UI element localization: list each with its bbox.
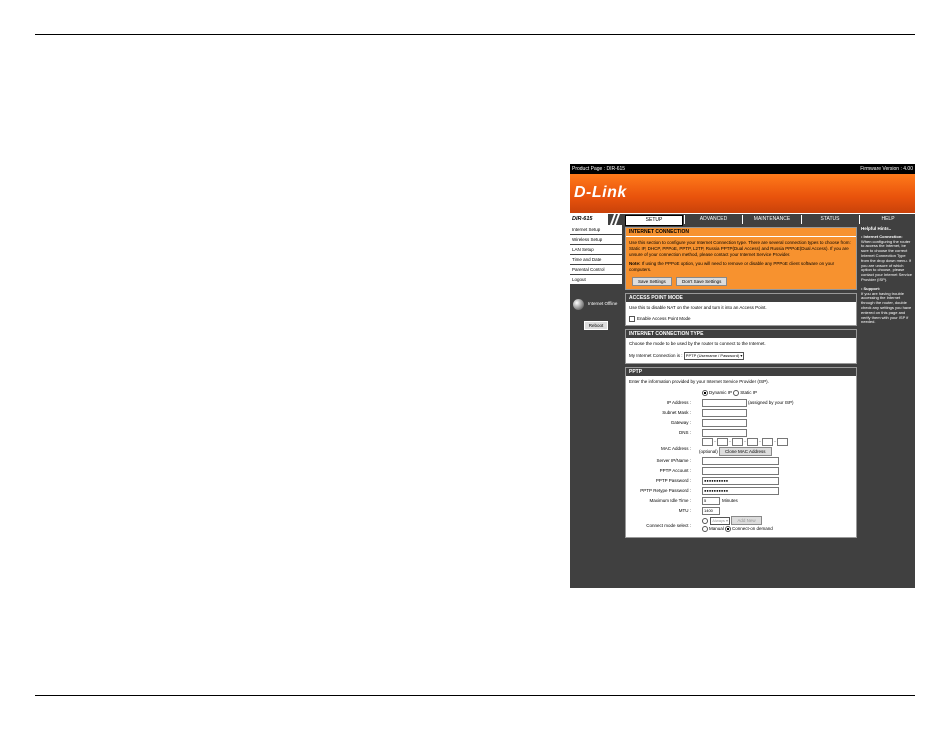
dns-label: DNS : <box>678 430 691 436</box>
static-ip-label: Static IP <box>740 390 757 396</box>
tab-maintenance[interactable]: MAINTENANCE <box>742 215 801 224</box>
firmware-version: Firmware Version : 4.00 <box>860 166 913 172</box>
section-title: INTERNET CONNECTION <box>626 228 856 237</box>
sidebar <box>570 225 622 588</box>
mac-octet-input[interactable] <box>732 438 743 446</box>
pptp-retype-input[interactable]: ●●●●●●●●●● <box>702 487 779 495</box>
manual-radio[interactable] <box>702 526 708 532</box>
model-badge <box>570 214 608 225</box>
ip-address-label: IP Address : <box>666 400 691 406</box>
checkbox-label: Enable Access Point Mode <box>637 316 691 322</box>
schedule-value: Always <box>712 518 725 523</box>
static-ip-radio[interactable] <box>733 390 739 396</box>
mac-octet-input[interactable] <box>777 438 788 446</box>
schedule-select[interactable]: Always ▾ <box>712 518 729 523</box>
sidebar-item-parental-control[interactable]: Parental Control <box>570 265 622 275</box>
server-ip-label: Server IP/Name : <box>656 458 691 464</box>
sidebar-item-lan-setup[interactable]: LAN Setup <box>570 245 622 255</box>
manual-label: Manual <box>709 526 724 532</box>
globe-icon <box>573 299 584 310</box>
sidebar-item-internet-setup[interactable]: Internet Setup <box>570 225 622 235</box>
pptp-password-input[interactable]: ●●●●●●●●●● <box>702 477 779 485</box>
router-screenshot <box>570 164 915 588</box>
gateway-input[interactable] <box>702 419 747 427</box>
idle-time-unit: Minutes <box>722 498 738 504</box>
help-text-support: If you are having trouble accessing the Internet through the router, double check any settings you have entered on this page and verify them with your ISP if needed. <box>861 290 912 325</box>
connection-type-value: PPTP (Username / Password) <box>685 353 740 359</box>
dynamic-ip-radio[interactable] <box>702 390 708 396</box>
help-heading-support: • Support: <box>861 285 881 291</box>
connect-mode-label: Connect mode select : <box>646 523 691 529</box>
idle-time-input[interactable]: 5 <box>702 497 720 505</box>
access-point-section <box>625 293 857 326</box>
section-title: ACCESS POINT MODE <box>626 294 856 302</box>
always-radio[interactable] <box>702 518 708 524</box>
help-heading-text: Support: <box>863 285 881 291</box>
top-rule <box>35 34 915 35</box>
internet-connection-section <box>625 227 857 290</box>
pptp-retype-label: PPTP Retype Password : <box>640 488 691 494</box>
section-description: Use this section to configure your Internet Connection type. There are several connection types to choose from: Static IP, DHCP, PPPoE, PPTP, L2TP, Russia PPTP(Dual Access) and Russia PPPoE(Dual Access). If you are unsure of your connection method, please contact your Internet Service Provider. <box>629 240 851 257</box>
mac-octet-input[interactable] <box>717 438 728 446</box>
bottom-rule <box>35 695 915 696</box>
on-demand-radio[interactable] <box>725 526 731 532</box>
model-name: DIR-615 <box>572 216 593 222</box>
mac-octet-input[interactable] <box>747 438 758 446</box>
note-label: Note: <box>629 261 641 266</box>
help-title: Helpful Hints.. <box>861 226 892 231</box>
section-description: Enter the information provided by your Internet Service Provider (ISP). <box>629 379 769 385</box>
dns-input[interactable] <box>702 429 747 437</box>
ip-address-note: (assigned by your ISP) <box>748 400 794 406</box>
dont-save-settings-button[interactable]: Don't Save Settings <box>676 277 727 286</box>
connection-type-section <box>625 329 857 364</box>
tab-advanced[interactable]: ADVANCED <box>684 215 742 224</box>
note <box>629 261 853 273</box>
idle-time-label: Maximum Idle Time : <box>649 498 691 504</box>
address-mode-row <box>629 388 853 398</box>
sidebar-item-logout[interactable]: Logout <box>570 275 622 285</box>
enable-ap-checkbox[interactable] <box>629 316 635 322</box>
mac-address-label: MAC Address : <box>660 446 691 452</box>
reboot-button[interactable]: Reboot <box>584 321 608 330</box>
connect-mode-row <box>629 516 853 535</box>
subnet-mask-input[interactable] <box>702 409 747 417</box>
mtu-input[interactable]: 1400 <box>702 507 720 515</box>
server-ip-input[interactable] <box>702 457 779 465</box>
tab-setup[interactable]: SETUP <box>625 215 683 226</box>
nav-row <box>570 213 915 225</box>
ip-address-input[interactable] <box>702 399 747 407</box>
brand-banner <box>570 174 915 213</box>
on-demand-label: Connect-on demand <box>732 526 773 532</box>
section-title: INTERNET CONNECTION TYPE <box>626 330 856 338</box>
save-settings-button[interactable]: Save Settings <box>632 277 672 286</box>
sidebar-item-wireless-setup[interactable]: Wireless Setup <box>570 235 622 245</box>
section-description: Use this to disable NAT on the router and turn it into an Access Point. <box>629 305 767 310</box>
help-heading-text: Internet Connection: <box>863 233 903 239</box>
sidebar-item-time-date[interactable]: Time and Date <box>570 255 622 265</box>
tab-status[interactable]: STATUS <box>801 215 858 224</box>
tab-help[interactable]: HELP <box>859 215 915 224</box>
help-panel <box>859 225 915 588</box>
note-text: If using the PPPoE option, you will need to remove or disable any PPPoE client software on your computers. <box>629 261 835 272</box>
access-point-option <box>629 316 853 322</box>
section-title: PPTP <box>626 368 856 376</box>
dlink-logo: D-Link <box>574 184 627 201</box>
add-new-button[interactable]: Add New <box>731 516 761 525</box>
internet-status-text: Internet Offline <box>588 301 618 306</box>
pptp-section <box>625 367 857 538</box>
mac-octet-input[interactable] <box>702 438 713 446</box>
gateway-label: Gateway : <box>670 420 691 426</box>
product-bar <box>570 164 915 174</box>
help-heading-internet: • Internet Connection: <box>861 233 903 239</box>
mac-octet-input[interactable] <box>762 438 773 446</box>
connection-type-label: My Internet Connection is : <box>629 353 683 359</box>
clone-mac-button[interactable]: Clone MAC Address <box>719 447 772 456</box>
mac-address-row: MAC Address : - - - - - (optional) Clone MAC Address <box>629 438 853 456</box>
pptp-account-label: PPTP Account : <box>659 468 691 474</box>
mtu-label: MTU : <box>678 508 691 514</box>
main-content <box>625 227 857 541</box>
pptp-account-input[interactable] <box>702 467 779 475</box>
subnet-mask-label: Subnet Mask : <box>662 410 691 416</box>
section-description: Choose the mode to be used by the router to connect to the Internet. <box>629 341 766 347</box>
dynamic-ip-label: Dynamic IP <box>709 390 732 396</box>
pptp-password-label: PPTP Password : <box>655 478 691 484</box>
product-page: Product Page : DIR-615 <box>572 166 626 172</box>
mac-optional-label: (optional) <box>699 449 718 455</box>
connection-type-select[interactable]: PPTP (Username / Password) ▾ <box>685 353 743 359</box>
help-text-internet: When configuring the router to access the Internet, be sure to choose the correct Internet Connection Type from the drop down menu. If you are unsure of which option to choose, please contact your Internet Service Provider (ISP). <box>861 238 912 282</box>
connection-type-row <box>629 352 853 360</box>
